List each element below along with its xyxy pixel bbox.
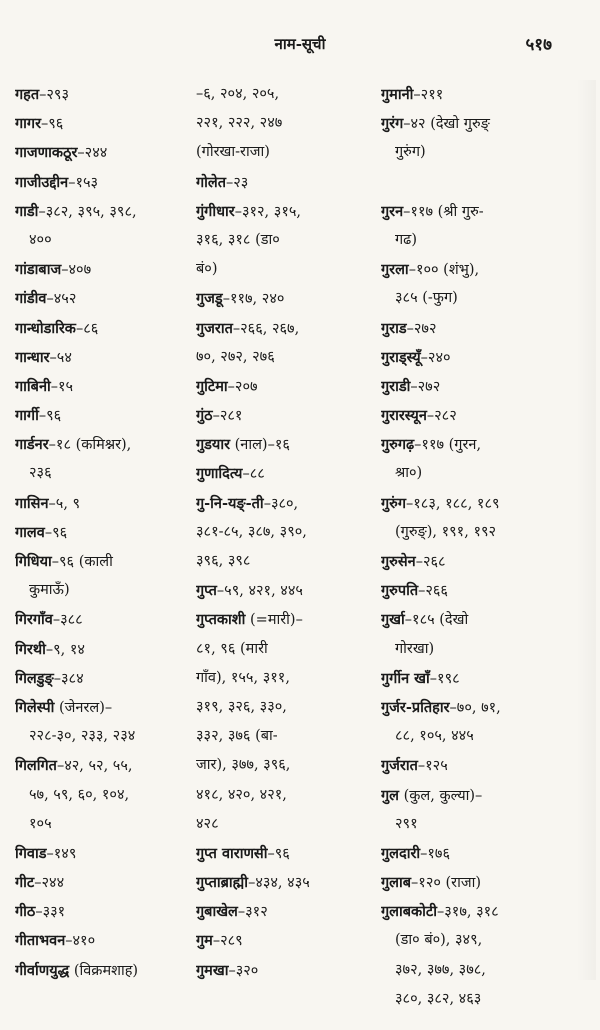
index-headword: गुणादित्य: [196, 465, 243, 483]
index-line: [381, 839, 581, 868]
index-line: [196, 547, 376, 576]
index-line: [15, 80, 200, 109]
index-references: –१४९: [46, 845, 77, 862]
index-references: ३३२, ३७६ (बा-: [196, 728, 278, 745]
index-headword: गु-नि-यङ्-ती: [196, 494, 264, 512]
index-line: [196, 664, 376, 693]
index-headword: गुजरात: [196, 319, 233, 337]
index-references: –१८५ (देखो: [404, 612, 469, 629]
index-line: [196, 372, 376, 401]
index-line: [381, 810, 581, 839]
index-references: –५, ९: [48, 495, 81, 512]
index-references: –४५२: [46, 291, 77, 308]
index-line: [381, 80, 581, 109]
page-number: ५१७: [525, 35, 552, 55]
index-line: [381, 284, 581, 313]
index-references: (जेनरल)–: [54, 699, 113, 716]
index-headword: गाजीउद्दीन: [15, 173, 69, 191]
index-headword: गुराडी: [381, 377, 411, 395]
index-line: [196, 810, 376, 839]
index-headword: गुलाबकोटी: [381, 903, 437, 921]
index-references: –२८१: [212, 408, 243, 425]
index-line: [381, 255, 581, 284]
index-line: [196, 635, 376, 664]
index-references: –८८: [242, 466, 265, 483]
index-line: [15, 430, 200, 459]
index-line: [196, 226, 376, 255]
index-line: [15, 868, 200, 897]
index-headword: गुरुंग: [381, 494, 406, 512]
index-references: ३८०, ३८२, ४६३: [395, 990, 482, 1007]
index-references: बं०): [196, 261, 218, 278]
index-references: ३८५ (-फुग): [395, 290, 458, 307]
index-references: ४१८, ४२०, ४२१,: [196, 786, 287, 803]
index-references: –१२० (राजा): [411, 875, 482, 892]
index-line: [381, 722, 581, 751]
index-line: [381, 138, 581, 167]
index-references: –६, २०४, २०५,: [196, 86, 280, 102]
index-headword: गुप्त वाराणसी: [196, 844, 268, 862]
index-headword: गुर्जरात: [381, 757, 418, 775]
index-line: [196, 401, 376, 430]
index-line: [15, 576, 200, 605]
index-headword: गागर: [15, 115, 42, 133]
index-references: –२७२: [410, 378, 441, 395]
index-line: [196, 693, 376, 722]
index-line: [196, 109, 376, 138]
index-line: [196, 255, 376, 284]
index-references: –९६: [38, 408, 62, 425]
index-column-3: [381, 80, 581, 1014]
index-line: [196, 489, 376, 518]
index-line: [15, 489, 200, 518]
index-headword: गासिन: [15, 494, 49, 512]
index-references: ३९६, ३९८: [196, 553, 251, 569]
index-headword: गाडी: [15, 202, 39, 220]
index-headword: गुरला: [381, 261, 409, 279]
index-headword: गुप्ताब्राह्मी: [196, 874, 249, 892]
index-references: गाँव), १५५, ३११,: [196, 669, 290, 686]
index-references: –९६: [41, 116, 64, 133]
index-line: [196, 868, 376, 897]
index-line: [196, 839, 376, 868]
index-line: [15, 314, 200, 343]
index-headword: गुंठ: [196, 407, 213, 425]
index-references: २३६: [29, 465, 52, 482]
index-line: [196, 430, 376, 459]
index-headword: गीर्वाणयुद्ध: [15, 961, 70, 979]
index-references: –४२, ५२, ५५,: [56, 758, 133, 775]
index-line: [381, 664, 581, 693]
index-line: [196, 751, 376, 780]
index-line: [15, 401, 200, 430]
page-header: [0, 34, 600, 58]
index-references: कुमाऊँ): [29, 582, 70, 599]
index-references: –९६: [44, 524, 68, 541]
index-line: [15, 751, 200, 780]
index-references: –१५: [50, 378, 74, 395]
index-references: –१८३, १८८, १८९: [406, 495, 500, 512]
index-references: –२८९: [212, 933, 243, 950]
index-references: –१०० (शंभु),: [408, 262, 480, 279]
index-references: –११७ (श्री गुरु-: [403, 203, 484, 220]
index-references: –७०, ७१,: [449, 699, 501, 716]
index-line: [381, 197, 581, 226]
index-headword: गिलेस्पी: [15, 698, 55, 716]
index-line: [196, 956, 376, 985]
index-line: [15, 839, 200, 868]
index-line: [196, 80, 376, 109]
index-references: (नाल)–१६: [230, 437, 290, 454]
index-references: ३७२, ३७७, ३७८,: [395, 961, 486, 978]
index-line: [15, 605, 200, 634]
index-line: [381, 897, 581, 926]
index-references: –२३: [226, 174, 249, 191]
index-references: –३१७, ३१८: [436, 904, 499, 921]
index-references: –४२ (देखो गुरुङ्: [403, 116, 490, 133]
index-headword: गुरंग: [381, 115, 404, 133]
index-headword: गिधिया: [15, 553, 52, 570]
index-references: –३८४: [53, 670, 84, 687]
index-line: [381, 605, 581, 634]
index-headword: गार्डनर: [15, 436, 49, 454]
index-headword: गान्धोडारिक: [15, 319, 76, 337]
index-line: [15, 255, 200, 284]
index-headword: गुरन: [381, 202, 404, 220]
index-references: –२९३: [39, 87, 70, 103]
index-references: –४३४, ४३५: [248, 875, 310, 892]
index-references: –१८ (कमिश्नर),: [48, 437, 132, 454]
index-line: [15, 109, 200, 138]
index-line: [15, 459, 200, 488]
index-line: [15, 284, 200, 313]
index-line: [381, 343, 581, 372]
page-title: नाम-सूची: [274, 35, 326, 53]
index-line: [381, 635, 581, 664]
index-references: –२४०: [420, 349, 451, 366]
index-column-1: [15, 80, 200, 985]
index-line: [15, 810, 200, 839]
index-line: [381, 751, 581, 780]
index-references: (=मारी)–: [245, 612, 303, 629]
index-references: –३८०,: [263, 495, 299, 512]
index-headword: गुरारस्यून: [381, 407, 427, 425]
index-headword: गुंगीधार: [196, 202, 235, 220]
index-headword: गीट: [15, 874, 35, 892]
index-line: [196, 197, 376, 226]
index-references: –३३१: [35, 904, 66, 921]
index-line: [196, 722, 376, 751]
index-headword: गुर्खा: [381, 611, 405, 629]
index-references: ५७, ५९, ६०, १०४,: [29, 786, 130, 803]
index-references: –९६: [267, 845, 290, 862]
index-headword: गीताभवन: [15, 932, 66, 950]
index-line: [15, 138, 200, 167]
index-line: [196, 314, 376, 343]
index-headword: गिवाड: [15, 844, 47, 862]
index-headword: गांडाबाज: [15, 261, 62, 279]
index-headword: गुरुपति: [381, 582, 419, 600]
index-line: [196, 576, 376, 605]
index-headword: गुबाखेल: [196, 903, 238, 921]
index-line: [196, 926, 376, 955]
index-references: ४२८: [196, 815, 219, 832]
index-headword: गुमखा: [196, 961, 229, 979]
index-references: –४०७: [61, 262, 92, 279]
index-headword: गुर्जर-प्रतिहार: [381, 698, 450, 716]
index-references: –३२०: [228, 962, 259, 979]
index-line: [196, 459, 376, 488]
index-line: [381, 781, 581, 810]
index-references: –३८२, ३९५, ३९८,: [38, 203, 137, 220]
index-line: [381, 372, 581, 401]
index-line: [15, 897, 200, 926]
index-headword: गिरथी: [15, 640, 46, 658]
index-references: ३१९, ३२६, ३३०,: [196, 698, 287, 715]
index-references: –२८२: [426, 408, 457, 425]
index-line: [196, 781, 376, 810]
index-headword: गांडीव: [15, 290, 47, 308]
index-line: [381, 693, 581, 722]
index-references: (गुरुङ्), १९१, १९२: [395, 523, 497, 540]
index-references: –२४४: [34, 875, 65, 892]
index-line: [381, 518, 581, 547]
bleed-through-shadow: [576, 80, 596, 980]
index-references: –५४: [49, 349, 72, 366]
index-line: [15, 547, 200, 576]
index-headword: गुमानी: [381, 86, 414, 103]
index-references: –१७६: [420, 845, 451, 862]
index-references: –२०७: [227, 378, 258, 395]
index-references: गोरखा): [395, 640, 435, 657]
index-references: –२६६: [418, 583, 448, 600]
index-line: [196, 343, 376, 372]
index-line: [15, 226, 200, 255]
index-headword: गहत: [15, 86, 40, 103]
index-references: ७०, २७२, २७६: [196, 348, 275, 365]
index-headword: गुप्तकाशी: [196, 611, 246, 629]
index-line: [381, 489, 581, 518]
index-references: श्रा०): [395, 465, 423, 482]
index-line: [196, 284, 376, 313]
index-references: ३१६, ३१८ (डा०: [196, 231, 280, 248]
index-line: [381, 926, 581, 955]
index-line: [381, 985, 581, 1014]
index-headword: गाजणाकठूर: [15, 144, 78, 162]
index-headword: गुलदारी: [381, 844, 421, 862]
index-line: [196, 168, 376, 197]
index-references: ८१, ९६ (मारी: [196, 640, 268, 657]
index-line: [15, 635, 200, 664]
index-headword: गुलाब: [381, 874, 412, 892]
index-references: २२१, २२२, २४७: [196, 115, 283, 132]
index-references: –१९८: [429, 670, 460, 687]
index-headword: गुराड्स्यूँ: [381, 348, 421, 366]
index-line: [381, 459, 581, 488]
index-line: [15, 372, 200, 401]
index-line: [15, 518, 200, 547]
index-line: [15, 781, 200, 810]
index-references: –१२५: [417, 758, 448, 775]
index-headword: गिरगाँव: [15, 611, 53, 629]
index-line: [381, 576, 581, 605]
index-headword: गुप्त: [196, 582, 217, 600]
index-references: –१५३: [68, 174, 99, 191]
index-references: –३१२, ३१५,: [234, 203, 302, 220]
index-references: –२४४: [77, 145, 108, 162]
index-line: [381, 226, 581, 255]
index-line: [15, 168, 200, 197]
index-line: [196, 138, 376, 167]
index-headword: गुर्गीन खाँ: [381, 669, 430, 687]
index-references: (गोरखा-राजा): [196, 144, 270, 161]
index-references: –३८८: [52, 612, 83, 629]
index-headword: गुडयार: [196, 436, 231, 454]
index-references: (विक्रमशाह): [69, 962, 139, 979]
index-line: [381, 168, 581, 197]
index-line: [381, 109, 581, 138]
index-references: –२६६, २६७,: [232, 320, 300, 337]
index-line: [381, 314, 581, 343]
index-headword: गीठ: [15, 903, 36, 921]
index-headword: गुम: [196, 932, 213, 950]
index-references: १०५: [29, 815, 52, 832]
index-references: –२७२: [406, 320, 437, 337]
index-references: –५९, ४२१, ४४५: [216, 583, 303, 600]
index-references: –२११: [413, 87, 444, 103]
index-line: [196, 518, 376, 547]
index-column-2: [196, 80, 376, 985]
index-references: ४००: [29, 231, 52, 248]
index-headword: गिलडुङ्: [15, 669, 54, 687]
index-references: –११७, २४०: [222, 291, 285, 308]
index-references: गढ): [395, 231, 417, 248]
index-headword: गार्गी: [15, 407, 39, 425]
index-references: (कुल, कुल्या)–: [399, 787, 483, 804]
index-headword: गुरुसेन: [381, 553, 416, 570]
index-references: २२८-३०, २३३, २३४: [29, 728, 136, 745]
index-line: [15, 722, 200, 751]
index-line: [196, 897, 376, 926]
index-line: [381, 547, 581, 576]
index-headword: गान्धार: [15, 348, 50, 366]
index-references: –२६८: [415, 554, 446, 570]
index-references: –११७ (गुरन,: [414, 437, 482, 454]
index-references: गुरुंग): [395, 144, 426, 161]
index-headword: गिलगित: [15, 757, 57, 775]
index-line: [15, 693, 200, 722]
index-headword: गालव: [15, 523, 45, 541]
index-line: [196, 605, 376, 634]
index-line: [381, 956, 581, 985]
index-references: ३८१-८५, ३८७, ३९०,: [196, 523, 307, 540]
index-line: [381, 430, 581, 459]
index-line: [15, 197, 200, 226]
index-references: –९, १४: [45, 641, 85, 658]
index-line: [381, 868, 581, 897]
index-headword: गुरुगढ़: [381, 436, 415, 454]
index-headword: गुजडू: [196, 290, 223, 308]
index-references: जार), ३७७, ३९६,: [196, 757, 291, 774]
index-line: [381, 401, 581, 430]
index-headword: गुल: [381, 786, 399, 804]
index-references: –४१०: [65, 933, 96, 950]
index-line: [15, 956, 200, 985]
index-headword: गाबिनी: [15, 377, 51, 395]
index-headword: गुराड: [381, 319, 407, 337]
index-headword: गुटिमा: [196, 377, 228, 395]
index-references: ८८, १०५, ४४५: [395, 728, 474, 745]
index-references: –८६: [75, 320, 99, 337]
index-line: [15, 664, 200, 693]
index-references: –३१२: [237, 904, 268, 921]
index-line: [15, 343, 200, 372]
index-references: २९१: [395, 815, 418, 832]
index-headword: गोलेत: [196, 173, 227, 191]
index-line: [15, 926, 200, 955]
index-references: (डा० बं०), ३४९,: [395, 932, 483, 949]
index-references: –९६ (काली: [51, 554, 113, 570]
